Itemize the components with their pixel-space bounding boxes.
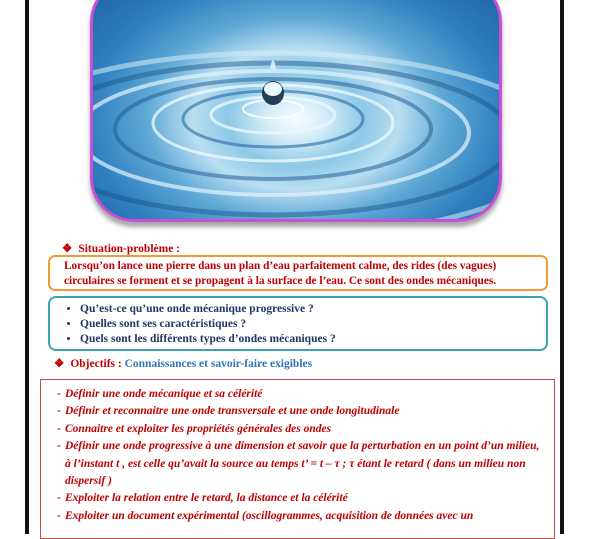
situation-text-box: [48, 255, 548, 291]
objectif-item: - Définir et reconnaitre une onde transversale et une onde longitudinale: [57, 403, 546, 420]
objectifs-heading: [54, 356, 312, 370]
objectifs-subtitle: Connaissances et savoir-faire exigibles: [124, 358, 313, 370]
diamond-bullet-icon: ❖: [54, 358, 65, 370]
dash-bullet: -: [57, 405, 61, 418]
objectifs-box: [40, 379, 555, 539]
objectif-item: - Définir une onde progressive à une dimension et savoir que la perturbation en un point d’un milieu, à l’instant t , est celle qu’avait la source au temps t’ = t – τ ; τ étant le retard ( dans un milieu non dispersif ): [57, 440, 540, 488]
question-item: • Qu’est-ce qu’une onde mécanique progressive ?: [80, 302, 536, 317]
objectif-item: - Exploiter la relation entre le retard, la distance et la célérité: [57, 490, 546, 507]
situation-text: Lorsqu’on lance une pierre dans un plan d’eau parfaitement calme, des rides (des vagues) circulaires se forment et se propagent à la surface de l’eau. Ce sont des ondes mécaniques.: [64, 260, 497, 287]
question-item: • Quels sont les différents types d’ondes mécaniques ?: [80, 332, 536, 347]
questions-box: [48, 296, 548, 351]
objectifs-label: Objectifs :: [70, 358, 122, 370]
dash-bullet: -: [57, 388, 61, 400]
questions-list: [64, 302, 536, 346]
objectif-item: - Connaitre et exploiter les propriétés générales des ondes: [57, 421, 546, 438]
water-ripple-icon: [93, 0, 499, 219]
situation-heading-text: Situation-problème :: [78, 243, 181, 255]
dash-bullet: -: [57, 492, 61, 505]
objectif-item: - Définir une onde mécanique et sa célérité: [57, 386, 546, 403]
situation-heading: [62, 241, 180, 255]
objectif-item: - Exploiter un document expérimental (oscillogrammes, acquisition de données avec un: [57, 508, 546, 525]
question-item: • Quelles sont ses caractéristiques ?: [80, 317, 536, 332]
diamond-bullet-icon: ❖: [62, 243, 73, 255]
dash-bullet: -: [57, 422, 61, 435]
dash-bullet: -: [57, 440, 61, 453]
water-drop-photo: [90, 0, 502, 222]
dash-bullet: -: [57, 509, 61, 522]
